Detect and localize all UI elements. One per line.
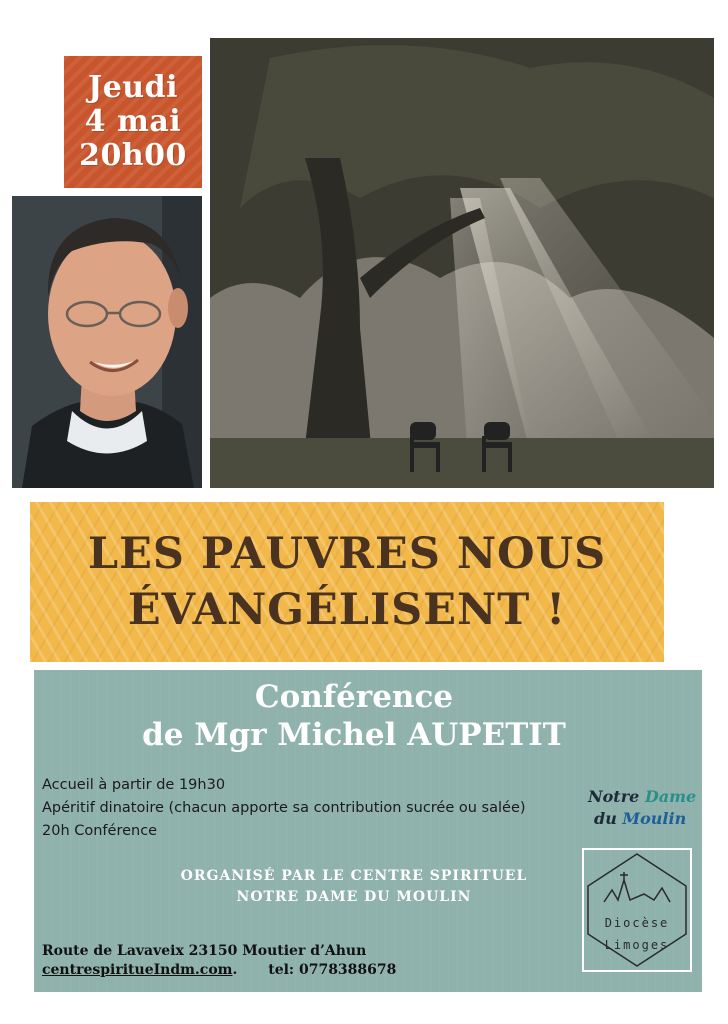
diocese-text bbox=[584, 912, 690, 956]
title-line-1: LES PAUVRES NOUS bbox=[87, 529, 607, 579]
schedule-item: Accueil à partir de 19h30 bbox=[42, 777, 226, 793]
logo-word-notre: Notre bbox=[588, 787, 640, 806]
title-banner bbox=[30, 502, 664, 662]
phone-number: tel: 0778388678 bbox=[268, 962, 397, 978]
logo-word-du: du bbox=[594, 809, 617, 828]
date-time: 20h00 bbox=[79, 138, 187, 173]
portrait-illustration bbox=[12, 196, 202, 488]
conference-line-2: de Mgr Michel AUPETIT bbox=[142, 717, 566, 753]
forest-photo bbox=[210, 38, 714, 488]
diocese-line-2: Limoges bbox=[604, 938, 670, 952]
conference-title bbox=[34, 678, 674, 754]
website-suffix: . bbox=[232, 962, 238, 978]
address-text: Route de Lavaveix 23150 Moutier d’Ahun bbox=[42, 943, 367, 959]
portrait-photo bbox=[12, 196, 202, 488]
forest-illustration bbox=[210, 38, 714, 488]
info-panel bbox=[34, 670, 702, 992]
logo-word-moulin: Moulin bbox=[622, 809, 687, 828]
conference-line-1: Conférence bbox=[254, 679, 454, 715]
schedule-item: Apéritif dinatoire (chacun apporte sa contribution sucrée ou salée) bbox=[42, 800, 526, 816]
schedule-item: 20h Conférence bbox=[42, 823, 158, 839]
date-badge bbox=[64, 56, 202, 188]
date-day: Jeudi bbox=[88, 70, 178, 105]
organizer-line-2: NOTRE DAME DU MOULIN bbox=[236, 889, 472, 905]
date-month: 4 mai bbox=[84, 104, 182, 139]
title-line-2: ÉVANGÉLISENT ! bbox=[127, 585, 567, 635]
contact-block bbox=[42, 942, 482, 980]
diocese-limoges-logo bbox=[582, 848, 692, 972]
notre-dame-du-moulin-logo bbox=[584, 786, 702, 842]
website-link[interactable]: centrespiritueIndm.com bbox=[42, 962, 233, 978]
diocese-line-1: Diocèse bbox=[604, 916, 670, 930]
organizer-text bbox=[94, 866, 614, 908]
organizer-line-1: ORGANISÉ PAR LE CENTRE SPIRITUEL bbox=[180, 868, 528, 884]
logo-word-dame: Dame bbox=[644, 787, 697, 806]
schedule-list bbox=[42, 774, 582, 843]
